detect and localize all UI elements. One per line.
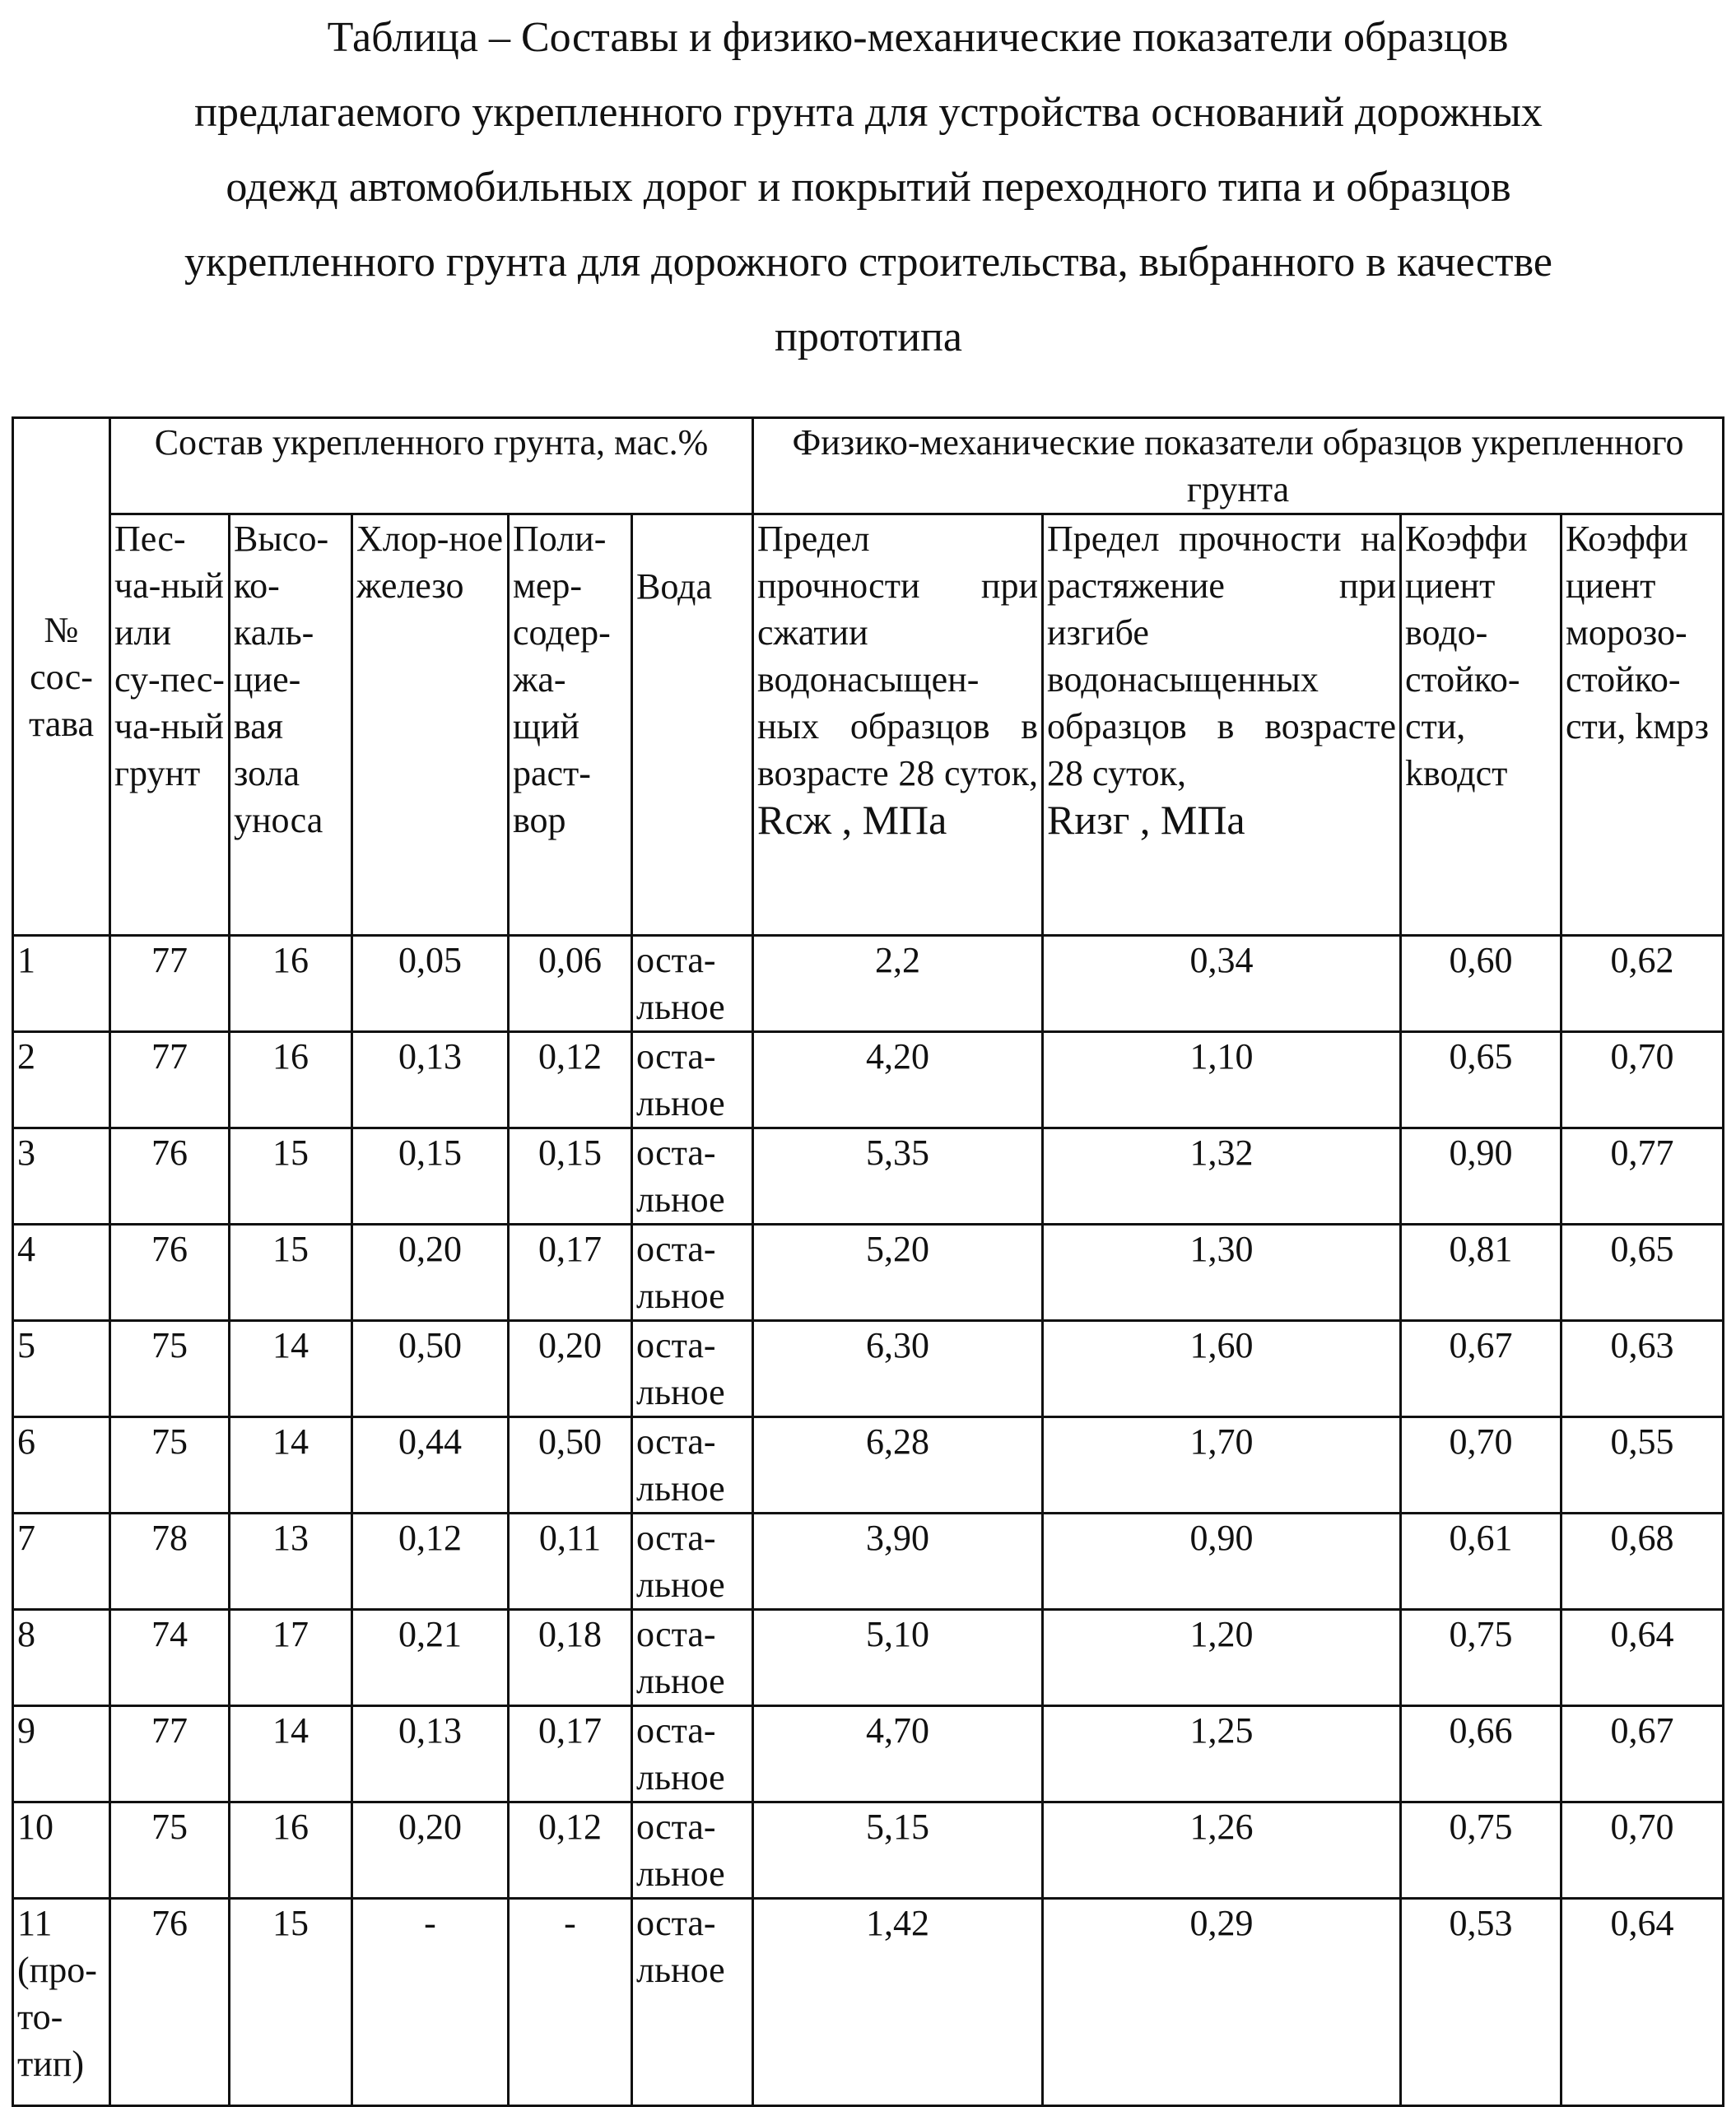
- cell-ash: 15: [230, 1128, 352, 1225]
- cell-rizg: 1,70: [1043, 1417, 1401, 1514]
- cell-kmrz: 0,63: [1561, 1321, 1724, 1417]
- cell-sand: 76: [110, 1899, 230, 2106]
- table-row: [13, 1899, 1724, 2106]
- col-header-polymer: Поли-мер-содер-жа-щий раст-вор: [509, 514, 632, 936]
- cell-water: оста-льное: [632, 936, 753, 1032]
- table-row: [13, 1706, 1724, 1802]
- caption-line: Таблица – Составы и физико-механические показатели образцов: [58, 0, 1679, 75]
- cell-kmrz: 0,64: [1561, 1610, 1724, 1706]
- cell-rszh: 5,10: [753, 1610, 1043, 1706]
- cell-rszh: 2,2: [753, 936, 1043, 1032]
- cell-kvod: 0,90: [1401, 1128, 1561, 1225]
- cell-sand: 75: [110, 1802, 230, 1899]
- cell-polymer: -: [509, 1899, 632, 2106]
- cell-rszh: 5,35: [753, 1128, 1043, 1225]
- col-header-rizg: [1043, 514, 1401, 936]
- cell-rizg: 1,25: [1043, 1706, 1401, 1802]
- col-header-rszh-text: Предел прочности при сжатии водонасыщен-ных образцов в возрасте 28 суток,: [757, 515, 1038, 797]
- cell-kmrz: 0,55: [1561, 1417, 1724, 1514]
- cell-number: 8: [13, 1610, 110, 1706]
- cell-kvod: 0,75: [1401, 1802, 1561, 1899]
- cell-kmrz: 0,67: [1561, 1706, 1724, 1802]
- cell-kvod: 0,60: [1401, 936, 1561, 1032]
- cell-ash: 16: [230, 1802, 352, 1899]
- table-row: [13, 1032, 1724, 1128]
- cell-number: 9: [13, 1706, 110, 1802]
- cell-water: оста-льное: [632, 1225, 753, 1321]
- cell-number: 11 (про-то-тип): [13, 1899, 110, 2106]
- cell-water: оста-льное: [632, 1417, 753, 1514]
- cell-kmrz: 0,70: [1561, 1802, 1724, 1899]
- cell-sand: 77: [110, 1706, 230, 1802]
- cell-ash: 14: [230, 1417, 352, 1514]
- cell-ash: 14: [230, 1706, 352, 1802]
- cell-rszh: 5,15: [753, 1802, 1043, 1899]
- cell-kvod: 0,67: [1401, 1321, 1561, 1417]
- cell-sand: 74: [110, 1610, 230, 1706]
- table-row: [13, 936, 1724, 1032]
- caption-line: укрепленного грунта для дорожного строительства, выбранного в качестве: [58, 225, 1679, 300]
- cell-number: 3: [13, 1128, 110, 1225]
- cell-rizg: 0,34: [1043, 936, 1401, 1032]
- col-header-water: Вода: [632, 514, 753, 936]
- table-row: [13, 1128, 1724, 1225]
- cell-kmrz: 0,64: [1561, 1899, 1724, 2106]
- col-header-iron: Хлор-ное железо: [352, 514, 509, 936]
- cell-ash: 16: [230, 1032, 352, 1128]
- cell-sand: 75: [110, 1417, 230, 1514]
- caption-line: предлагаемого укрепленного грунта для устройства оснований дорожных: [58, 75, 1679, 150]
- header-row-group: [13, 418, 1724, 514]
- cell-rszh: 6,30: [753, 1321, 1043, 1417]
- cell-rizg: 1,32: [1043, 1128, 1401, 1225]
- cell-number: 10: [13, 1802, 110, 1899]
- col-header-rszh-unit: Rсж , МПа: [757, 797, 1038, 844]
- cell-rszh: 3,90: [753, 1514, 1043, 1610]
- cell-water: оста-льное: [632, 1899, 753, 2106]
- cell-water: оста-льное: [632, 1032, 753, 1128]
- cell-iron: 0,20: [352, 1225, 509, 1321]
- cell-ash: 17: [230, 1610, 352, 1706]
- cell-polymer: 0,11: [509, 1514, 632, 1610]
- cell-number: 6: [13, 1417, 110, 1514]
- col-header-kvod: [1401, 514, 1561, 936]
- col-header-kmrz: Коэффи циент морозо-стойко-сти, kмрз: [1561, 514, 1724, 936]
- cell-kvod: 0,53: [1401, 1899, 1561, 2106]
- cell-kmrz: 0,65: [1561, 1225, 1724, 1321]
- cell-number: 2: [13, 1032, 110, 1128]
- group-header-properties: Физико-механические показатели образцов укрепленного грунта: [753, 418, 1724, 514]
- caption-line: одежд автомобильных дорог и покрытий переходного типа и образцов: [58, 150, 1679, 225]
- cell-rizg: 1,60: [1043, 1321, 1401, 1417]
- cell-kvod: 0,65: [1401, 1032, 1561, 1128]
- cell-polymer: 0,18: [509, 1610, 632, 1706]
- cell-iron: 0,20: [352, 1802, 509, 1899]
- cell-polymer: 0,15: [509, 1128, 632, 1225]
- cell-polymer: 0,06: [509, 936, 632, 1032]
- cell-rizg: 1,10: [1043, 1032, 1401, 1128]
- cell-kmrz: 0,77: [1561, 1128, 1724, 1225]
- cell-iron: 0,21: [352, 1610, 509, 1706]
- cell-water: оста-льное: [632, 1802, 753, 1899]
- cell-kvod: 0,61: [1401, 1514, 1561, 1610]
- cell-polymer: 0,20: [509, 1321, 632, 1417]
- cell-kvod: 0,70: [1401, 1417, 1561, 1514]
- col-header-ash: Высо-ко-каль-цие-вая зола уноса: [230, 514, 352, 936]
- cell-iron: -: [352, 1899, 509, 2106]
- cell-polymer: 0,12: [509, 1802, 632, 1899]
- cell-polymer: 0,50: [509, 1417, 632, 1514]
- cell-kvod: 0,75: [1401, 1610, 1561, 1706]
- cell-number: 7: [13, 1514, 110, 1610]
- col-header-rizg-text: Предел прочности на растяжение при изгибе водонасыщенных образцов в возрасте 28 суток,: [1047, 515, 1396, 797]
- table-body: [13, 936, 1724, 2106]
- cell-number: 4: [13, 1225, 110, 1321]
- col-header-number: № сос-тава: [13, 418, 110, 936]
- cell-ash: 16: [230, 936, 352, 1032]
- cell-iron: 0,44: [352, 1417, 509, 1514]
- cell-rizg: 0,90: [1043, 1514, 1401, 1610]
- col-header-kvod-text: Коэффи циент водо-стойко-сти,: [1405, 515, 1557, 750]
- cell-water: оста-льное: [632, 1610, 753, 1706]
- cell-polymer: 0,17: [509, 1225, 632, 1321]
- cell-iron: 0,12: [352, 1514, 509, 1610]
- cell-rszh: 5,20: [753, 1225, 1043, 1321]
- table-caption: [58, 0, 1679, 374]
- cell-polymer: 0,17: [509, 1706, 632, 1802]
- cell-water: оста-льное: [632, 1321, 753, 1417]
- cell-rizg: 1,30: [1043, 1225, 1401, 1321]
- table-row: [13, 1802, 1724, 1899]
- table-row: [13, 1514, 1724, 1610]
- cell-ash: 14: [230, 1321, 352, 1417]
- cell-number: 5: [13, 1321, 110, 1417]
- table-row: [13, 1225, 1724, 1321]
- cell-water: оста-льное: [632, 1706, 753, 1802]
- group-header-composition: Состав укрепленного грунта, мас.%: [110, 418, 753, 514]
- cell-sand: 78: [110, 1514, 230, 1610]
- cell-kvod: 0,66: [1401, 1706, 1561, 1802]
- cell-kmrz: 0,68: [1561, 1514, 1724, 1610]
- table-row: [13, 1610, 1724, 1706]
- table-row: [13, 1321, 1724, 1417]
- cell-rszh: 6,28: [753, 1417, 1043, 1514]
- cell-ash: 15: [230, 1225, 352, 1321]
- cell-iron: 0,50: [352, 1321, 509, 1417]
- cell-polymer: 0,12: [509, 1032, 632, 1128]
- composition-table: [12, 416, 1724, 2107]
- cell-sand: 77: [110, 1032, 230, 1128]
- cell-sand: 76: [110, 1128, 230, 1225]
- cell-water: оста-льное: [632, 1514, 753, 1610]
- cell-kmrz: 0,70: [1561, 1032, 1724, 1128]
- header-row-columns: [13, 514, 1724, 936]
- col-header-sand: Пес-ча-ный или су-пес-ча-ный грунт: [110, 514, 230, 936]
- col-header-rszh: [753, 514, 1043, 936]
- cell-iron: 0,05: [352, 936, 509, 1032]
- cell-rszh: 4,70: [753, 1706, 1043, 1802]
- cell-rszh: 4,20: [753, 1032, 1043, 1128]
- cell-ash: 13: [230, 1514, 352, 1610]
- cell-iron: 0,13: [352, 1706, 509, 1802]
- cell-ash: 15: [230, 1899, 352, 2106]
- cell-kvod: 0,81: [1401, 1225, 1561, 1321]
- cell-iron: 0,13: [352, 1032, 509, 1128]
- cell-kmrz: 0,62: [1561, 936, 1724, 1032]
- cell-rszh: 1,42: [753, 1899, 1043, 2106]
- col-header-rizg-unit: Rизг , МПа: [1047, 797, 1396, 844]
- cell-sand: 75: [110, 1321, 230, 1417]
- cell-iron: 0,15: [352, 1128, 509, 1225]
- col-header-kvod-unit: kводст: [1405, 750, 1557, 797]
- cell-sand: 76: [110, 1225, 230, 1321]
- cell-rizg: 1,26: [1043, 1802, 1401, 1899]
- cell-water: оста-льное: [632, 1128, 753, 1225]
- table-row: [13, 1417, 1724, 1514]
- cell-sand: 77: [110, 936, 230, 1032]
- caption-line: прототипа: [58, 300, 1679, 374]
- cell-rizg: 0,29: [1043, 1899, 1401, 2106]
- cell-number: 1: [13, 936, 110, 1032]
- cell-rizg: 1,20: [1043, 1610, 1401, 1706]
